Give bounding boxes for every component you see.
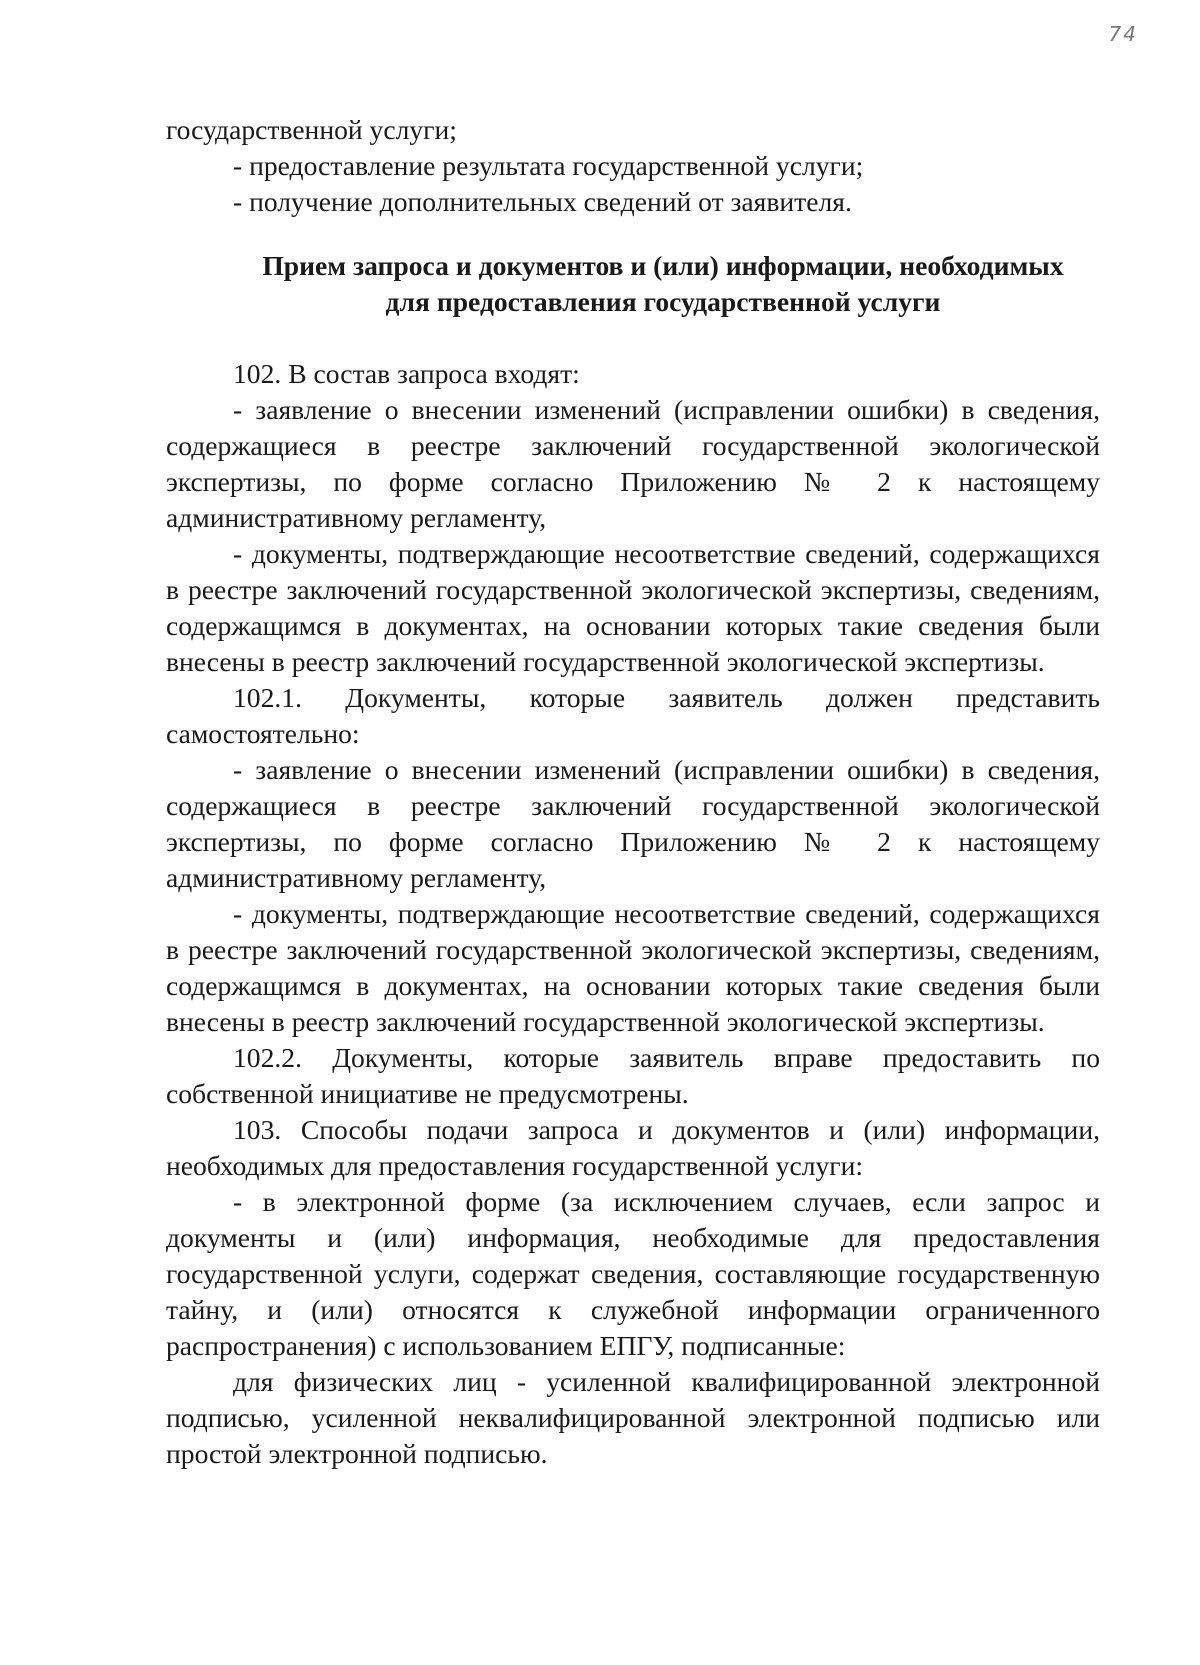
section-heading-line-2: для предоставления государственной услуги bbox=[385, 286, 941, 317]
section-heading bbox=[166, 248, 1100, 320]
list-item: - документы, подтверждающие несоответствие сведений, содержащихся в реестре заключений государственной экологической экспертизы, сведениям, содержащимся в документах, на основании которых такие сведения были внесены в реестр заключений государственной экологической экспертизы. bbox=[166, 538, 1100, 677]
list-item: - заявление о внесении изменений (исправлении ошибки) в сведения, содержащиеся в реестре заключений государственной экологической экспертизы, по форме согласно Приложению № 2 к настоящему административному регламенту, bbox=[166, 394, 1100, 533]
paragraph-signature-types: для физических лиц - усиленной квалифицированной электронной подписью, усиленной неквалифицированной электронной подписью или простой электронной подписью. bbox=[166, 1366, 1100, 1469]
paragraph-102: 102. В состав запроса входят: bbox=[233, 358, 580, 389]
paragraph-102-1: 102.1. Документы, которые заявитель должен представить самостоятельно: bbox=[166, 682, 1100, 749]
paragraph-102-2: 102.2. Документы, которые заявитель вправе предоставить по собственной инициативе не предусмотрены. bbox=[166, 1042, 1100, 1109]
list-item: - заявление о внесении изменений (исправлении ошибки) в сведения, содержащиеся в реестре заключений государственной экологической экспертизы, по форме согласно Приложению № 2 к настоящему административному регламенту, bbox=[166, 754, 1100, 893]
paragraph-continuation: государственной услуги; bbox=[166, 114, 457, 145]
list-item: - в электронной форме (за исключением случаев, если запрос и документы и (или) информация, необходимые для предоставления государственной услуги, содержат сведения, составляющие государственную тайну, и (или) относятся к служебной информации ограниченного распространения) с использованием ЕПГУ, подписанные: bbox=[166, 1186, 1100, 1361]
list-item: - предоставление результата государственной услуги; bbox=[233, 150, 864, 181]
list-item: - документы, подтверждающие несоответствие сведений, содержащихся в реестре заключений государственной экологической экспертизы, сведениям, содержащимся в документах, на основании которых такие сведения были внесены в реестр заключений государственной экологической экспертизы. bbox=[166, 898, 1100, 1037]
page-number: 74 bbox=[1108, 22, 1138, 46]
paragraph-103: 103. Способы подачи запроса и документов и (или) информации, необходимых для предоставления государственной услуги: bbox=[166, 1114, 1100, 1181]
section-heading-line-1: Прием запроса и документов и (или) информации, необходимых bbox=[262, 250, 1064, 281]
document-body bbox=[166, 112, 1100, 1472]
list-item: - получение дополнительных сведений от заявителя. bbox=[233, 186, 852, 217]
